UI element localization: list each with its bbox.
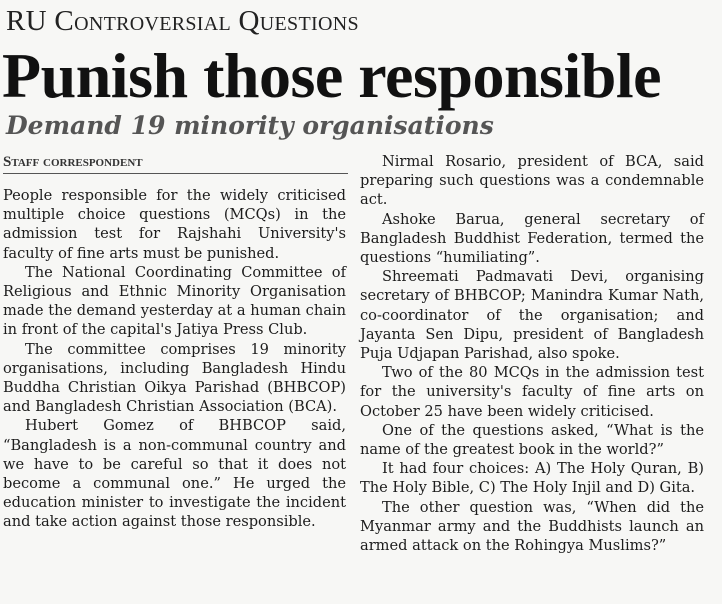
headline: Punish those responsible	[2, 40, 661, 111]
paragraph: The National Coordinating Committee of Religious and Ethnic Minority Organisation made the demand yesterday at a human chain in front of the capital's Jatiya Press Club.	[3, 263, 346, 339]
paragraph: Shreemati Padmavati Devi, organising secretary of BHBCOP; Manindra Kumar Nath, co-coordinator of the organisation; and Jayanta Sen Dipu, president of Bangladesh Puja Udjapan Parishad, also spoke.	[360, 268, 704, 363]
paragraph: Hubert Gomez of BHBCOP said, “Bangladesh is a non-communal country and we have to be careful so that it does not become a communal one.” He urged the education minister to investigate the incident and take action against those responsible.	[3, 417, 346, 531]
paragraph: Two of the 80 MCQs in the admission test for the university's faculty of fine arts on October 25 have been widely criticised.	[360, 364, 704, 420]
byline: Staff correspondent	[3, 153, 348, 174]
paragraph: The other question was, “When did the Myanmar army and the Buddhists launch an armed attack on the Rohingya Muslims?”	[360, 498, 704, 555]
paragraph: Ashoke Barua, general secretary of Bangladesh Buddhist Federation, termed the questions “humiliating”.	[360, 210, 704, 267]
paragraph: People responsible for the widely criticised multiple choice questions (MCQs) in the admission test for Rajshahi University's faculty of fine arts must be punished.	[3, 187, 346, 262]
paragraph: Nirmal Rosario, president of BCA, said preparing such questions was a condemnable act.	[360, 153, 704, 209]
article-column-left	[3, 186, 346, 532]
paragraph: It had four choices: A) The Holy Quran, B) The Holy Bible, C) The Holy Injil and D) Gita.	[360, 460, 704, 497]
article-column-right	[360, 152, 704, 555]
subheadline: Demand 19 minority organisations	[6, 111, 494, 140]
paragraph: The committee comprises 19 minority organisations, including Bangladesh Hindu Buddha Christian Oikya Parishad (BHBCOP) and Bangladesh Christian Association (BCA).	[3, 340, 346, 416]
section-kicker: RU Controversial Questions	[6, 5, 359, 37]
paragraph: One of the questions asked, “What is the name of the greatest book in the world?”	[360, 421, 704, 459]
